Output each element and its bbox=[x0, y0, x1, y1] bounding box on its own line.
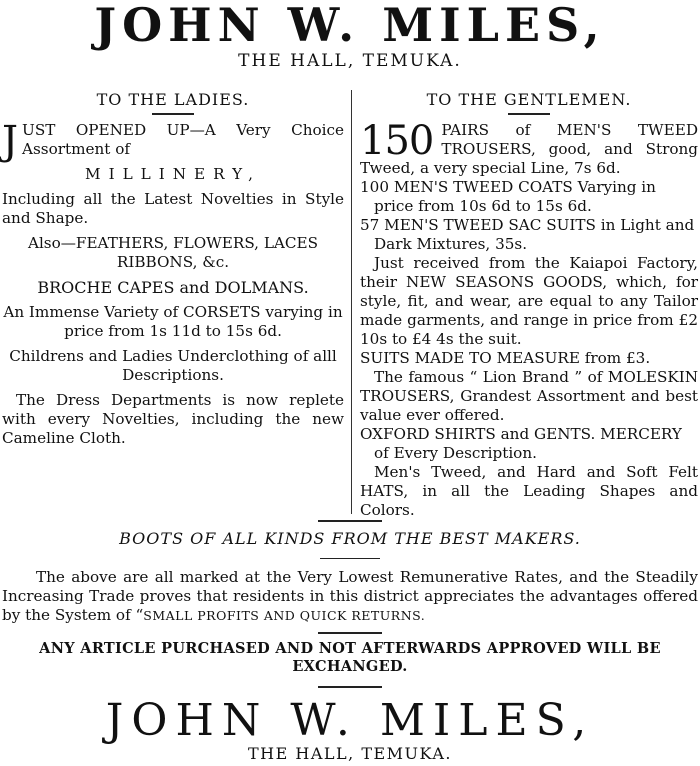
gents-oxford: OXFORD SHIRTS and GENTS. MERCERY of Every Description. bbox=[360, 425, 682, 462]
ladies-broche: BROCHE CAPES and DOLMANS. bbox=[37, 278, 309, 297]
column-divider bbox=[351, 90, 352, 514]
gents-coats: 100 MEN'S TWEED COATS Varying in price from 10s 6d to 15s 6d. bbox=[360, 178, 656, 215]
ladies-column bbox=[2, 90, 344, 448]
gents-sac-suits: 57 MEN'S TWEED SAC SUITS in Light and Dark Mixtures, 35s. bbox=[360, 216, 695, 253]
gentlemen-heading: TO THE GENTLEMEN. bbox=[426, 90, 632, 109]
ladies-novelties: Including all the Latest Novelties in Style and Shape. bbox=[2, 190, 344, 227]
gentlemen-column bbox=[360, 90, 698, 520]
ladies-feathers: Also—FEATHERS, FLOWERS, LACES RIBBONS, &c. bbox=[27, 234, 318, 271]
gents-trousers-text: PAIRS of MEN'S TWEED TROUSERS, good, and Strong Tweed, a very special Line, 7s 6d. bbox=[360, 121, 698, 177]
section-rule-3 bbox=[318, 632, 382, 634]
millinery-line: MILLINERY, bbox=[85, 165, 261, 183]
gents-suits-measure: SUITS MADE TO MEASURE from £3. bbox=[360, 349, 651, 367]
gents-trousers bbox=[360, 118, 698, 178]
notice-text: The above are all marked at the Very Lowest Remunerative Rates, and the Steadily Increasing Trade proves that residents in this district appreciates the advantages offered by the System of “ bbox=[2, 568, 698, 624]
section-rule-1 bbox=[318, 520, 382, 522]
ladies-heading-rule bbox=[152, 113, 194, 115]
notice-small-caps: SMALL PROFITS AND QUICK RETURNS. bbox=[143, 608, 426, 623]
gents-moleskin: The famous “ Lion Brand ” of MOLESKIN TROUSERS, Grandest Assortment and best value ever offered. bbox=[360, 368, 698, 424]
ladies-corsets: An Immense Variety of CORSETS varying in price from 1s 11d to 15s 6d. bbox=[3, 303, 343, 340]
boots-banner: BOOTS OF ALL KINDS FROM THE BEST MAKERS. bbox=[119, 529, 581, 548]
advertiser-name-top: JOHN W. MILES, bbox=[94, 0, 606, 52]
drop-cap: J bbox=[2, 118, 19, 164]
advertiser-address-bottom: THE HALL, TEMUKA. bbox=[248, 744, 452, 763]
ladies-opened-up bbox=[2, 118, 344, 164]
section-rule-2 bbox=[320, 558, 380, 559]
gents-hats: Men's Tweed, and Hard and Soft Felt HATS, in all the Leading Shapes and Colors. bbox=[360, 463, 698, 519]
ladies-dress-dept: The Dress Departments is now replete with every Novelties, including the new Cameline Cloth. bbox=[2, 391, 344, 447]
ladies-underclothing: Childrens and Ladies Underclothing of alll Descriptions. bbox=[9, 347, 337, 384]
exchange-notice: ANY ARTICLE PURCHASED AND NOT AFTERWARDS APPROVED WILL BE EXCHANGED. bbox=[39, 640, 661, 675]
gentlemen-heading-rule bbox=[508, 113, 550, 115]
advertiser-address-top: THE HALL, TEMUKA. bbox=[238, 51, 462, 71]
big-number-150: 150 bbox=[360, 118, 434, 164]
notice-paragraph bbox=[2, 568, 698, 625]
section-rule-4 bbox=[318, 686, 382, 688]
advertiser-name-bottom: JOHN W. MILES, bbox=[105, 695, 595, 746]
gents-kaiapoi: Just received from the Kaiapoi Factory, their NEW SEASONS GOODS, which, for style, fit, and wear, are equal to any Tailor made garments, and range in price from £2 10s to £4 4s the suit. bbox=[360, 254, 698, 348]
ladies-heading: TO THE LADIES. bbox=[96, 90, 250, 109]
ladies-opened-up-text: UST OPENED UP—A Very Choice Assortment of bbox=[22, 121, 344, 158]
